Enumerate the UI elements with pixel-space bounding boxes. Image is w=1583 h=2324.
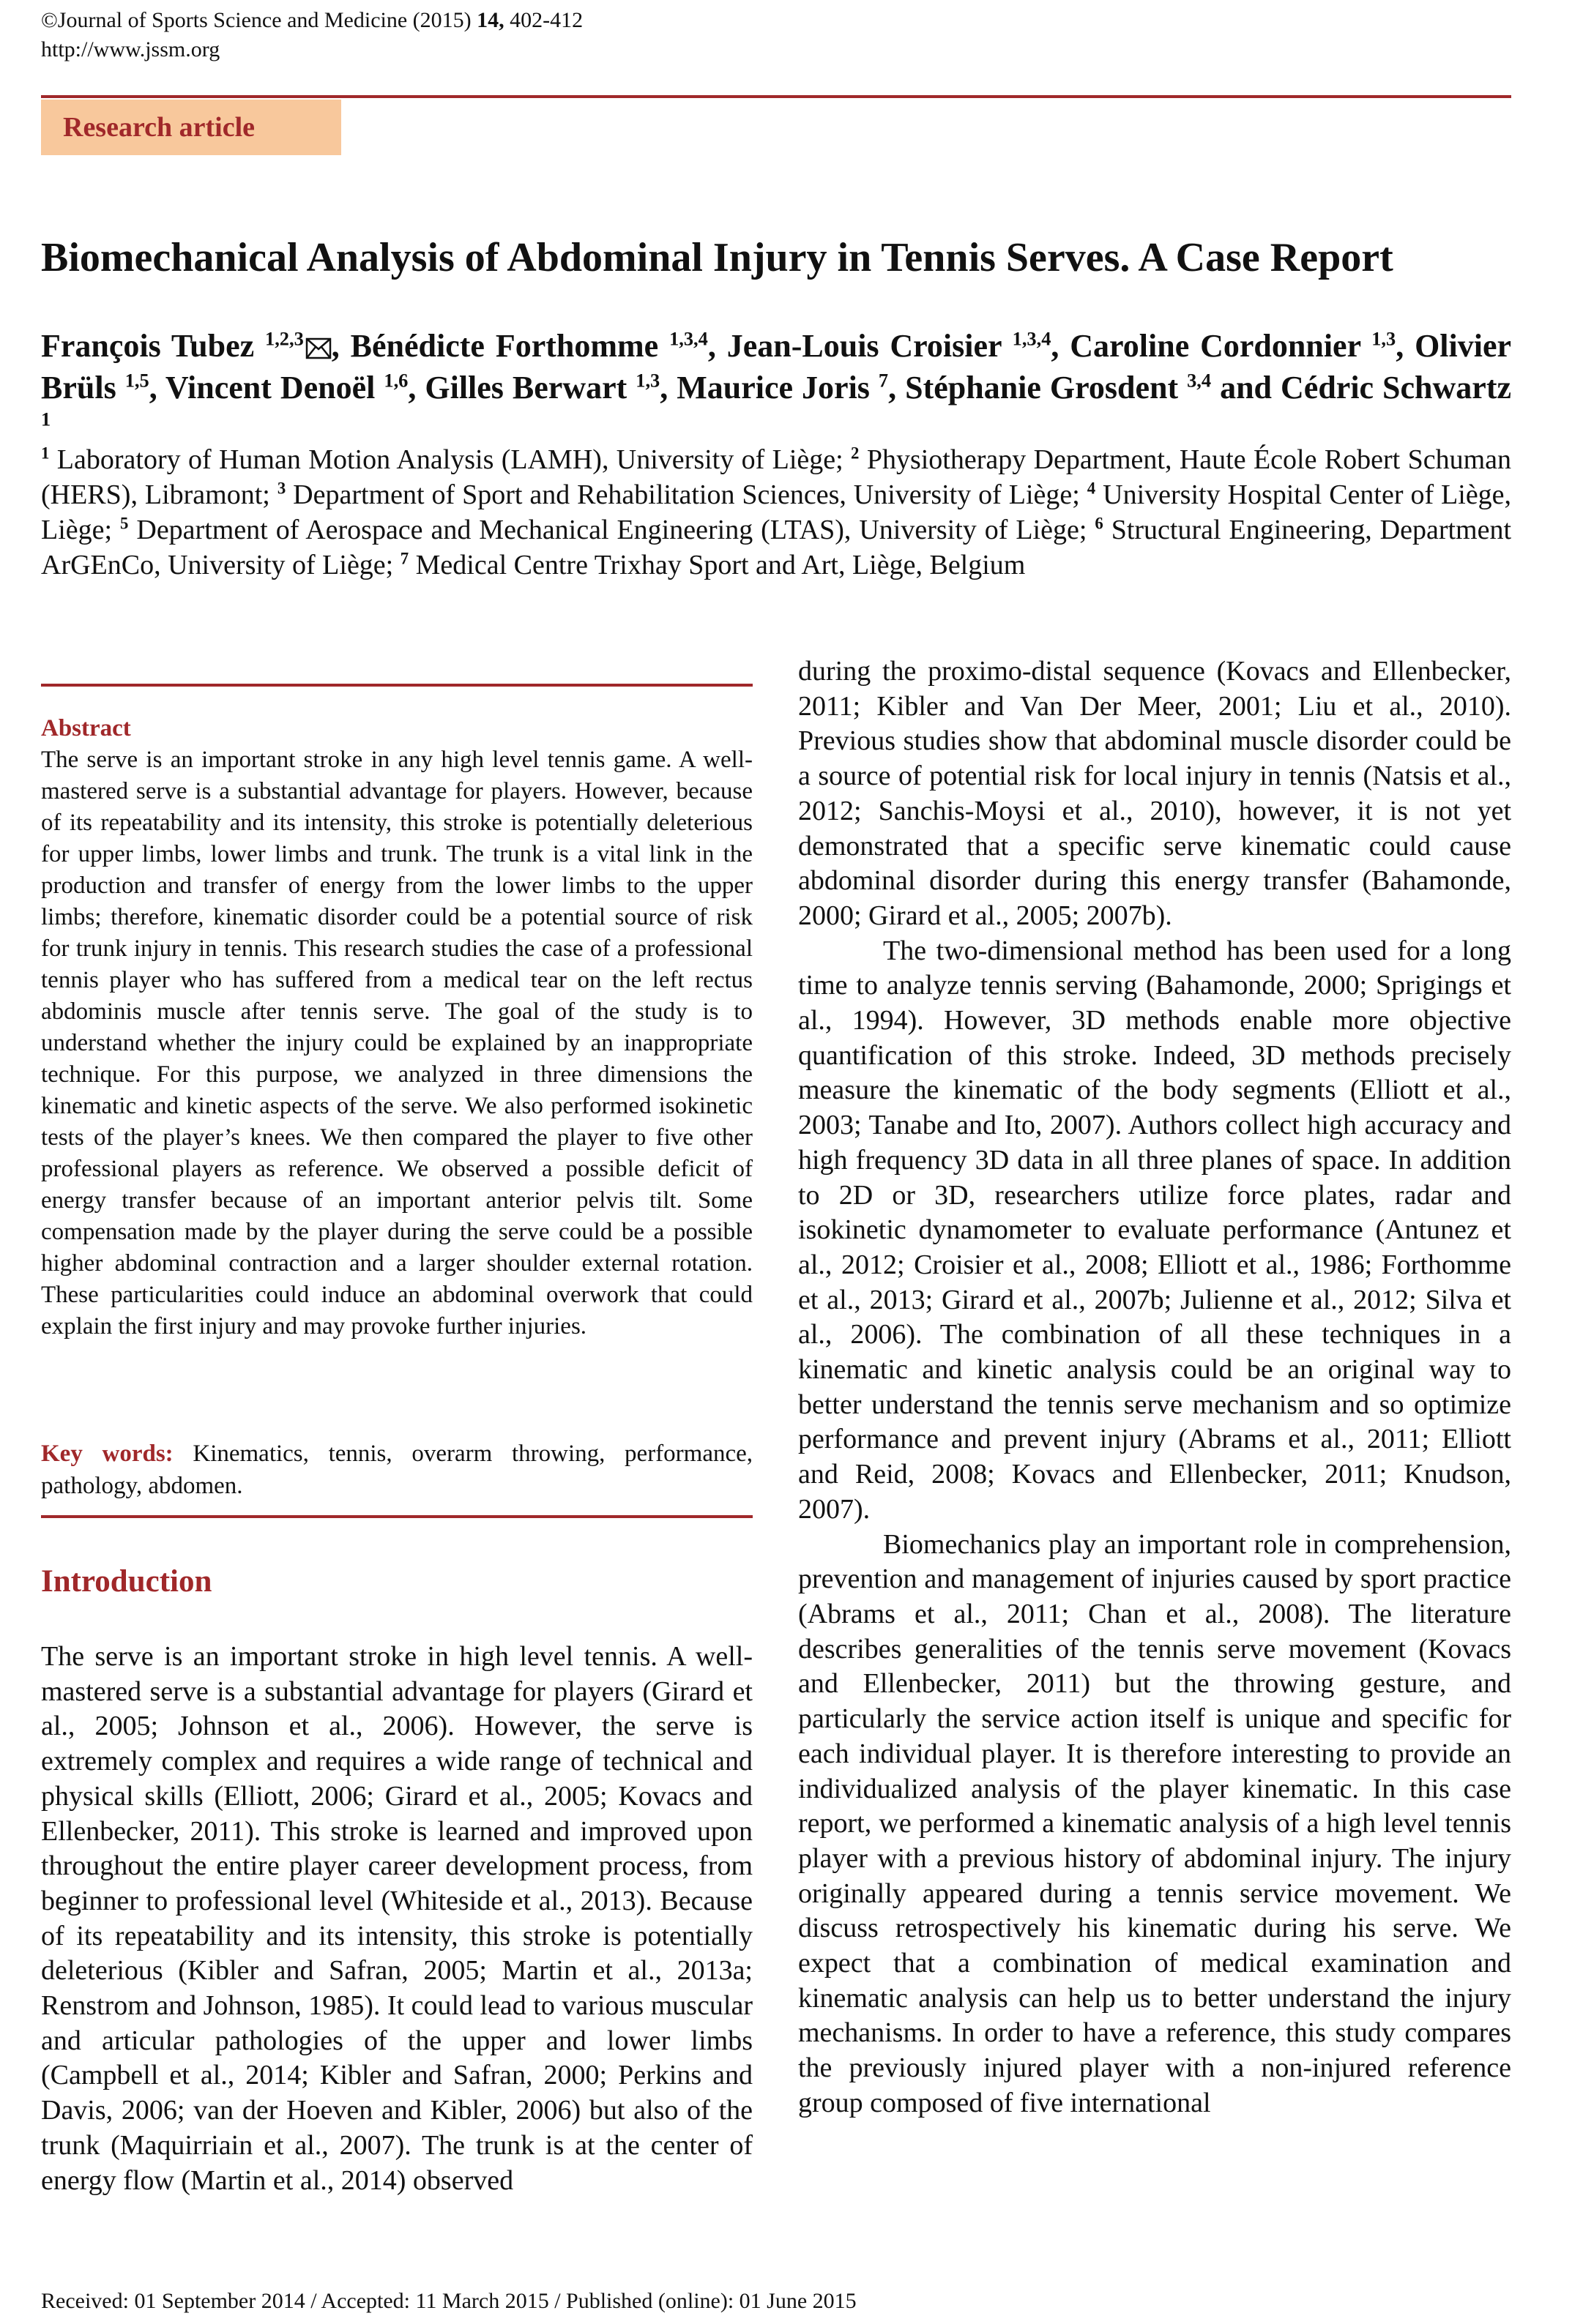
- author: François Tubez: [41, 328, 255, 364]
- keywords-text: Kinematics, tennis, overarm throwing, performance, pathology, abdomen.: [41, 1441, 753, 1499]
- affiliation: Physiotherapy Department, Haute École Robert Schuman (HERS), Libramont;: [41, 444, 1512, 510]
- journal-url[interactable]: http://www.jssm.org: [41, 37, 220, 61]
- authors-and: and: [1220, 370, 1273, 406]
- affiliation: University Hospital Center of Liège, Liège;: [41, 479, 1512, 545]
- journal-header: [41, 7, 583, 34]
- header-rule: [41, 95, 1511, 98]
- journal-line: ©Journal of Sports Science and Medicine (2015): [41, 8, 472, 32]
- pages: 402-412: [510, 8, 584, 32]
- paragraph: The two-dimensional method has been used for a long time to analyze tennis serving (Bahamonde, 2000; Sprigings et al., 1994). However, 3D methods enable more objective quantification of this stroke. Indeed, 3D methods precisely measure the kinematic of the body segments (Elliott et al., 2003; Tanabe and Ito, 2007). Authors collect high accuracy and high frequency 3D data in all three planes of space. In addition to 2D or 3D, researchers utilize force plates, radar and isokinetic dynamometer to evaluate performance (Antunez et al., 2012; Croisier et al., 2008; Elliott et al., 1986; Forthomme et al., 2013; Girard et al., 2007b; Julienne et al., 2012; Silva et al., 2006). The combination of all these techniques in a kinematic and kinetic analysis could be an original way to better understand the tennis serve mechanism and so optimize performance and prevent injury (Abrams et al., 2011; Elliott and Reid, 2008; Kovacs and Ellenbecker, 2011; Knudson, 2007).: [798, 935, 1511, 1525]
- abstract-heading: Abstract: [41, 715, 131, 741]
- publication-dates: Received: 01 September 2014 / Accepted: 11 March 2015 / Published (online): 01 June 2015: [41, 2289, 857, 2313]
- author: Gilles Berwart: [425, 370, 627, 406]
- affiliation: Structural Engineering, Department ArGEnCo, University of Liège;: [41, 515, 1512, 580]
- paragraph: The serve is an important stroke in high level tennis. A well-mastered serve is a substantial advantage for players (Girard et al., 2005; Johnson et al., 2006). However, the serve is extremely complex and requires a wide range of technical and physical skills (Elliott, 2006; Girard et al., 2005; Kovacs and Ellenbecker, 2011). This stroke is learned and improved upon throughout the entire player career development process, from beginner to professional level (Whiteside et al., 2013). Because of its repeatability and its intensity, this stroke is potentially deleterious (Kibler and Safran, 2005; Martin et al., 2013a; Renstrom and Johnson, 1985). It could lead to various muscular and articular pathologies of the upper and lower limbs (Campbell et al., 2014; Kibler and Safran, 2000; Perkins and Davis, 2006; van der Hoeven and Kibler, 2006) but also of the trunk (Maquirriain et al., 2007). The trunk is at the center of energy flow (Martin et al., 2014) observed: [41, 1641, 753, 2196]
- volume: 14,: [477, 8, 504, 32]
- author: Vincent Denoël: [165, 370, 376, 406]
- affiliations: $^1$ Laboratory of Human Motion Analysis (LAMH), University of Liège; $^2$ Physiotherapy Department, Haute École Robert Schuman (HERS), Libramont; $^3$ Department of Sport and Rehabilitation Sciences, University of Liège; $^4$ University Hospital Center of Liège, Liège; $^5$ Department of Aerospace and Mechanical Engineering (LTAS), University of Liège; $^6$ Structural Engineering, Department ArGEnCo, University of Liège; $^7$ Medical Centre Trixhay Sport and Art, Liège, Belgium: [41, 444, 1512, 580]
- paragraph: during the proximo-distal sequence (Kovacs and Ellenbecker, 2011; Kibler and Van Der Meer, 2001; Liu et al., 2010). Previous studies show that abdominal muscle disorder could be a source of potential risk for local injury in tennis (Natsis et al., 2012; Sanchis-Moysi et al., 2010), however, it is not yet demonstrated that a specific serve kinematic could cause abdominal disorder during this energy transfer (Bahamonde, 2000; Girard et al., 2005; 2007b).: [798, 656, 1511, 931]
- author: Maurice Joris: [677, 370, 870, 406]
- article-title: Biomechanical Analysis of Abdominal Injury in Tennis Serves. A Case Report: [41, 235, 1393, 280]
- paragraph: Biomechanics play an important role in comprehension, prevention and management of injuries caused by sport practice (Abrams et al., 2011; Chan et al., 2008). The literature describes generalities of the tennis serve movement (Kovacs and Ellenbecker, 2011) but the throwing gesture, and particularly the service action itself is unique and specific for each individual player. It is therefore interesting to provide an individualized analysis of the player kinematic. In this case report, we performed a kinematic analysis of a high level tennis player with a previous history of abdominal injury. The injury originally appeared during a tennis service movement. We discuss retrospectively his kinematic during his serve. We expect that a combination of medical examination and kinematic analysis can help us to better understand the injury mechanisms. In order to have a reference, this study compares the previously injured player with a non-injured reference group composed of five international: [798, 1528, 1511, 2118]
- abstract: [41, 713, 753, 1342]
- abstract-text: The serve is an important stroke in any high level tennis game. A well-mastered serve is a substantial advantage for players. However, because of its repeatability and its intensity, this stroke is potentially deleterious for upper limbs, lower limbs and trunk. The trunk is a vital link in the production and transfer of energy from the lower limbs to the upper limbs; therefore, kinematic disorder could be a potential source of risk for trunk injury in tennis. This research studies the case of a professional tennis player who has suffered from a medical tear on the left rectus abdominis muscle after tennis serve. The goal of the study is to understand whether the injury could be explained by an inappropriate technique. For this purpose, we analyzed in three dimensions the kinematic and kinetic aspects of the serve. We also performed isokinetic tests of the player’s knees. We then compared the player to five other professional players as reference. We observed a possible deficit of energy transfer because of an important anterior pelvis tilt. Some compensation made by the player during the serve could be a possible higher abdominal contraction and a larger shoulder external rotation. These particularities could induce an abdominal overwork that could explain the first injury and may provoke further injuries.: [41, 747, 753, 1340]
- envelope-icon[interactable]: [305, 329, 332, 368]
- affiliation: Department of Sport and Rehabilitation Sciences, University of Liège;: [293, 479, 1080, 510]
- right-column-text: [798, 654, 1511, 2121]
- authors-block: François Tubez $^{1,2,3}$ , Bénédicte Forthomme $^{1,3,4}$, Jean-Louis Croisier $^{1,3,4}$, Caroline Cordonnier $^{1,3}$, Olivier Brüls $^{1,5}$, Vincent Denoël $^{1,6}$, Gilles Berwart $^{1,3}$, Maurice Joris $^7$, Stéphanie Grosdent $^{3,4}$ and Cédric Schwartz $^1$: [41, 327, 1512, 430]
- keywords-heading: Key words:: [41, 1441, 174, 1467]
- affiliation: Department of Aerospace and Mechanical Engineering (LTAS), University of Liège;: [136, 515, 1087, 545]
- author: Cédric Schwartz: [1281, 370, 1512, 406]
- abstract-top-rule: [41, 684, 753, 687]
- author: Stéphanie Grosdent: [905, 370, 1179, 406]
- author: Caroline Cordonnier: [1070, 328, 1361, 364]
- affiliation: Laboratory of Human Motion Analysis (LAMH), University of Liège;: [56, 444, 843, 475]
- section-heading-introduction: Introduction: [41, 1564, 212, 1599]
- left-column-text: [41, 1640, 753, 2198]
- author: Jean-Louis Croisier: [726, 328, 1002, 364]
- author: Olivier Brüls: [41, 328, 1512, 406]
- affiliation: Medical Centre Trixhay Sport and Art, Liège, Belgium: [415, 550, 1026, 580]
- keywords: [41, 1438, 753, 1502]
- article-type-badge: Research article: [41, 100, 341, 155]
- abstract-bottom-rule: [41, 1515, 753, 1518]
- author: Bénédicte Forthomme: [350, 328, 659, 364]
